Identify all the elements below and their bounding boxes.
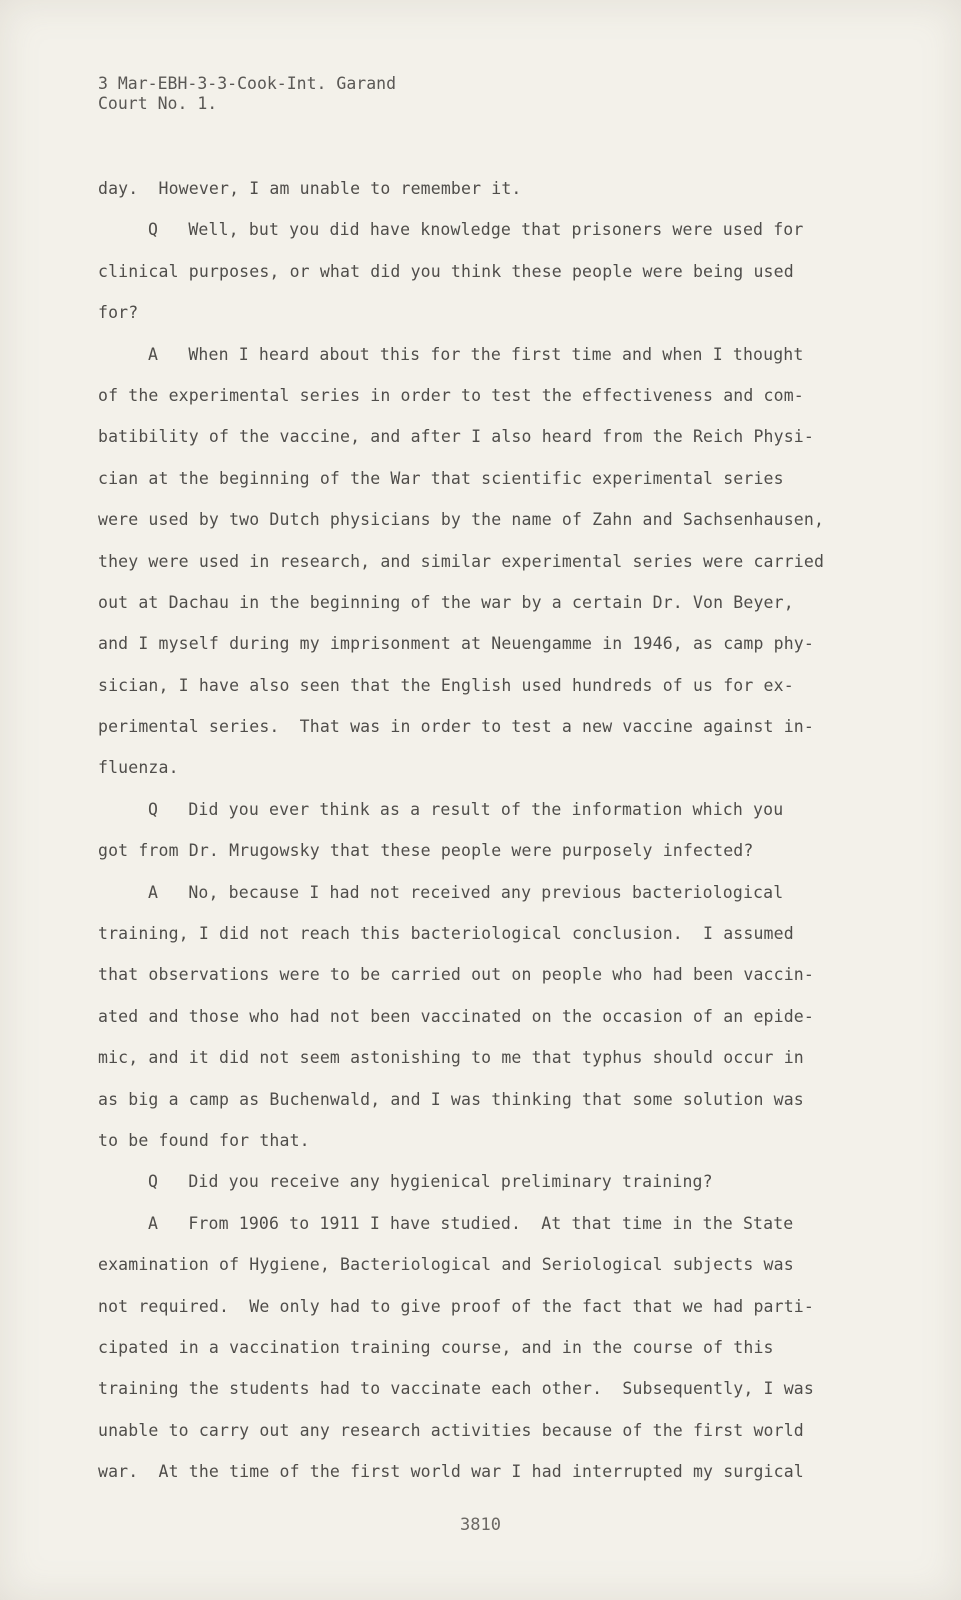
transcript-line: fluenza. (98, 758, 179, 778)
transcript-line: perimental series. That was in order to test a new vaccine against in- (98, 717, 814, 737)
transcript-line: not required. We only had to give proof of the fact that we had parti- (98, 1296, 814, 1316)
document-header (98, 74, 396, 114)
transcript-line: training, I did not reach this bacteriological conclusion. I assumed (98, 924, 794, 944)
transcript-line: A No, because I had not received any previous bacteriological (148, 882, 784, 902)
transcript-line: sician, I have also seen that the English used hundreds of us for ex- (98, 675, 794, 695)
transcript-line: A From 1906 to 1911 I have studied. At that time in the State (148, 1213, 794, 1233)
transcript-line: out at Dachau in the beginning of the war by a certain Dr. Von Beyer, (98, 592, 794, 612)
transcript-line: unable to carry out any research activities because of the first world (98, 1420, 804, 1440)
transcript-line: clinical purposes, or what did you think these people were being used (98, 261, 794, 281)
page-number: 3810 (460, 1515, 501, 1535)
transcript-line: to be found for that. (98, 1130, 310, 1150)
transcript-line: ated and those who had not been vaccinated on the occasion of an epide- (98, 1006, 814, 1026)
transcript-line: they were used in research, and similar experimental series were carried (98, 551, 825, 571)
transcript-line: and I myself during my imprisonment at Neuengamme in 1946, as camp phy- (98, 634, 814, 654)
transcript-line: mic, and it did not seem astonishing to me that typhus should occur in (98, 1048, 804, 1068)
transcript-line: for? (98, 303, 139, 323)
transcript-line: war. At the time of the first world war I had interrupted my surgical (98, 1462, 804, 1482)
transcript-line: cian at the beginning of the War that scientific experimental series (98, 468, 784, 488)
transcript-line: got from Dr. Mrugowsky that these people were purposely infected? (98, 841, 754, 861)
transcript-line: were used by two Dutch physicians by the name of Zahn and Sachsenhausen, (98, 510, 825, 530)
transcript-line: that observations were to be carried out on people who had been vaccin- (98, 965, 814, 985)
transcript-line: examination of Hygiene, Bacteriological and Seriological subjects was (98, 1255, 794, 1275)
header-reference-line: 3 Mar-EBH-3-3-Cook-Int. Garand (98, 74, 397, 93)
transcript-line: Q Well, but you did have knowledge that prisoners were used for (148, 220, 804, 240)
transcript-line: training the students had to vaccinate each other. Subsequently, I was (98, 1379, 814, 1399)
transcript-line: cipated in a vaccination training course, and in the course of this (98, 1337, 774, 1357)
transcript-line: batibility of the vaccine, and after I also heard from the Reich Physi- (98, 427, 814, 447)
transcript-body (98, 168, 858, 1493)
header-court-line: Court No. 1. (98, 94, 218, 113)
transcript-line: day. However, I am unable to remember it. (98, 179, 522, 198)
transcript-line: Q Did you receive any hygienical preliminary training? (148, 1172, 713, 1192)
transcript-line: Q Did you ever think as a result of the information which you (148, 799, 784, 819)
transcript-line: of the experimental series in order to test the effectiveness and com- (98, 385, 804, 405)
transcript-line: as big a camp as Buchenwald, and I was thinking that some solution was (98, 1089, 804, 1109)
transcript-line: A When I heard about this for the first time and when I thought (148, 344, 804, 364)
